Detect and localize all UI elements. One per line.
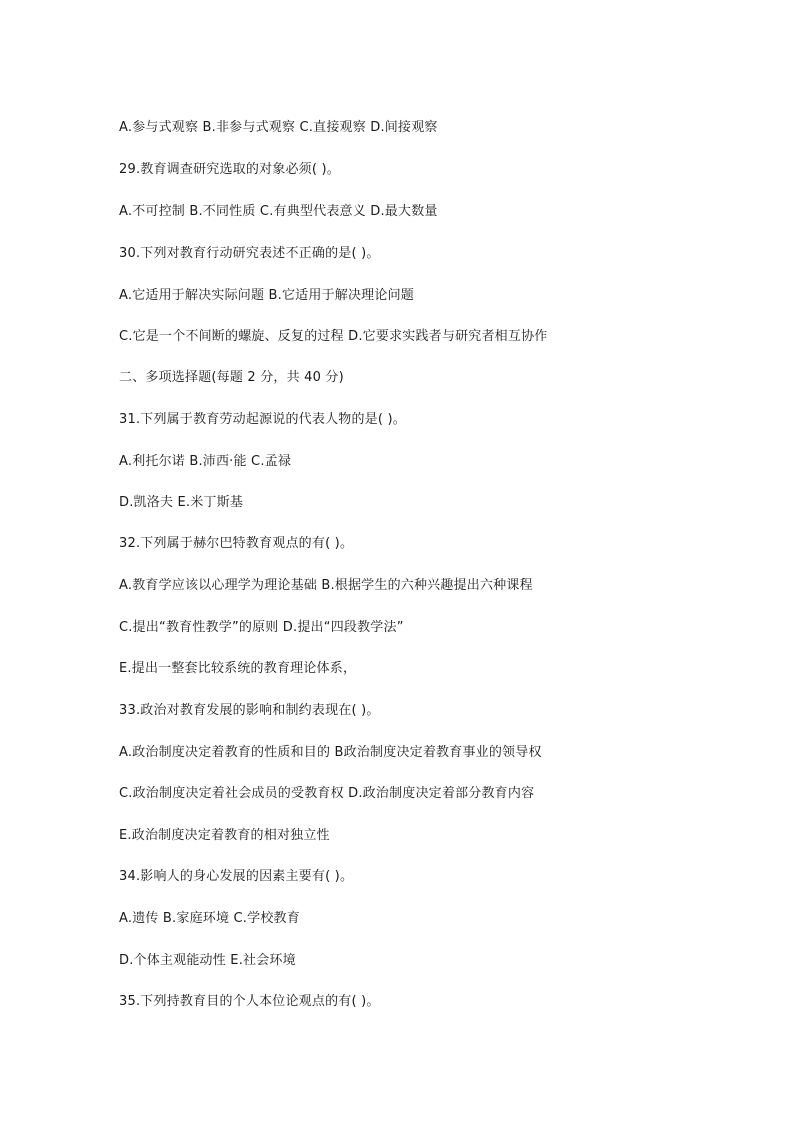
option-line-q31-de: D.凯洛夫 E.米丁斯基: [119, 495, 244, 510]
option-line-q32-cd: C.提出“教育性教学”的原则 D.提出“四段教学法”: [119, 620, 404, 635]
question-32: 32.下列属于赫尔巴特教育观点的有( )。: [119, 536, 354, 551]
option-line-q32-e: E.提出一整套比较系统的教育理论体系，: [119, 661, 357, 676]
option-line-q32-ab: A.教育学应该以心理学为理论基础 B.根据学生的六种兴趣提出六种课程: [119, 578, 533, 593]
option-line-q33-ab: A.政治制度决定着教育的性质和目的 B政治制度决定着教育事业的领导权: [119, 745, 542, 760]
question-30: 30.下列对教育行动研究表述不正确的是( )。: [119, 246, 380, 261]
question-34: 34.影响人的身心发展的因素主要有( )。: [119, 869, 354, 884]
option-line-q33-cd: C.政治制度决定着社会成员的受教育权 D.政治制度决定着部分教育内容: [119, 786, 535, 801]
question-33: 33.政治对教育发展的影响和制约表现在( )。: [119, 703, 380, 718]
option-line-q31-abc: A.利托尔诺 B.沛西·能 C.孟禄: [119, 454, 292, 469]
option-line-q33-e: E.政治制度决定着教育的相对独立性: [119, 828, 330, 843]
option-line-q28: A.参与式观察 B.非参与式观察 C.直接观察 D.间接观察: [119, 120, 438, 135]
question-29: 29.教育调查研究选取的对象必须( )。: [119, 162, 340, 177]
option-line-q30-cd: C.它是一个不间断的螺旋、反复的过程 D.它要求实践者与研究者相互协作: [119, 329, 548, 344]
question-31: 31.下列属于教育劳动起源说的代表人物的是( )。: [119, 412, 406, 427]
option-line-q34-abc: A.遗传 B.家庭环境 C.学校教育: [119, 911, 300, 926]
option-line-q34-de: D.个体主观能动性 E.社会环境: [119, 953, 296, 968]
question-35: 35.下列持教育目的个人本位论观点的有( )。: [119, 994, 380, 1009]
option-line-q30-ab: A.它适用于解决实际问题 B.它适用于解决理论问题: [119, 288, 414, 303]
option-line-q29: A.不可控制 B.不同性质 C.有典型代表意义 D.最大数量: [119, 204, 438, 219]
section-heading-multiple-choice: 二、多项选择题(每题 2 分，共 40 分): [119, 370, 344, 385]
